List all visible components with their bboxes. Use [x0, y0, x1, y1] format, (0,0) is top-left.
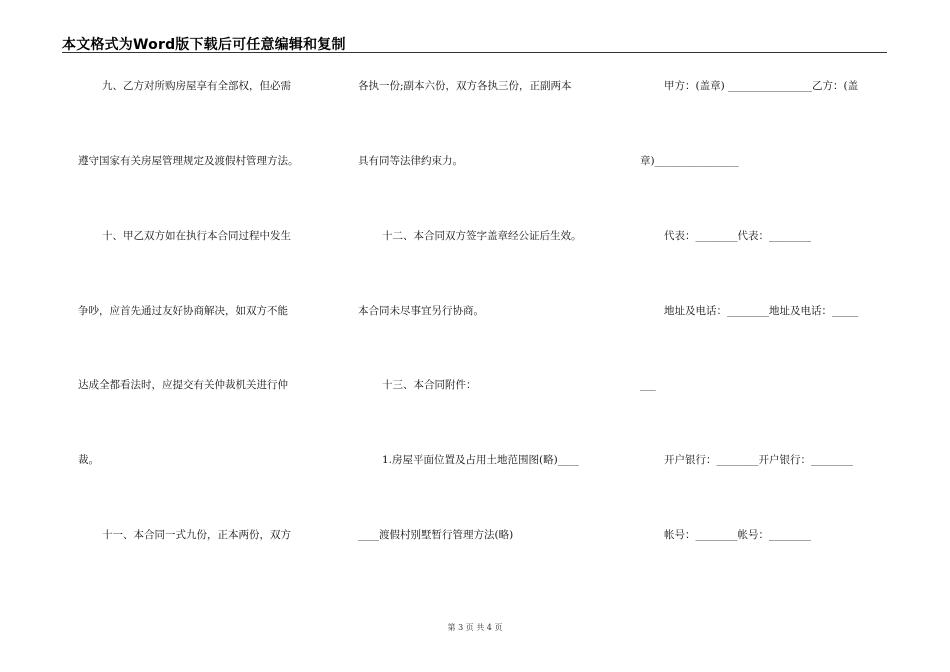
paragraph-line: 1.房屋平面位置及占用土地范围图(略)____ [382, 454, 579, 466]
signature-line-representative: 代表：________代表：________ [664, 230, 811, 242]
signature-line-bank: 开户银行：________开户银行：________ [664, 454, 853, 466]
paragraph-line: 十二、本合同双方签字盖章经公证后生效。 [382, 230, 582, 242]
paragraph-line: 九、乙方对所购房屋享有全部权，但必需 [102, 80, 291, 92]
paragraph-line: 本合同未尽事宜另行协商。 [358, 305, 484, 317]
page-number: 第 3 页 共 4 页 [447, 623, 503, 632]
signature-line-address-cont: ___ [640, 379, 656, 391]
paragraph-line: 具有同等法律约束力。 [358, 155, 463, 167]
signature-line-seal: 甲方：(盖章) ________________乙方：(盖 [664, 80, 859, 92]
paragraph-line: 达成全都看法时，应提交有关仲裁机关进行仲 [78, 379, 288, 391]
paragraph-line: 十三、本合同附件： [382, 379, 477, 391]
signature-column [640, 0, 890, 672]
paragraph-line: 争吵，应首先通过友好协商解决，如双方不能 [78, 305, 288, 317]
document-header: 本文格式为Word版下载后可任意编辑和复制 [62, 37, 346, 53]
paragraph-line: ____渡假村别墅暂行管理方法(略) [358, 529, 514, 541]
paragraph-line: 裁。 [78, 454, 99, 466]
paragraph-line: 十一、本合同一式九份，正本两份，双方 [102, 529, 291, 541]
text-column-1 [78, 0, 328, 672]
paragraph-line: 十、甲乙双方如在执行本合同过程中发生 [102, 230, 291, 242]
signature-line-account: 帐号：________帐号：________ [664, 529, 811, 541]
signature-line-seal-cont: 章)________________ [640, 155, 739, 167]
text-column-2 [358, 0, 613, 672]
paragraph-line: 遵守国家有关房屋管理规定及渡假村管理方法。 [78, 155, 299, 167]
paragraph-line: 各执一份;副本六份，双方各执三份，正副两本 [358, 80, 572, 92]
signature-line-address-phone: 地址及电话：________地址及电话：_____ [664, 305, 859, 317]
